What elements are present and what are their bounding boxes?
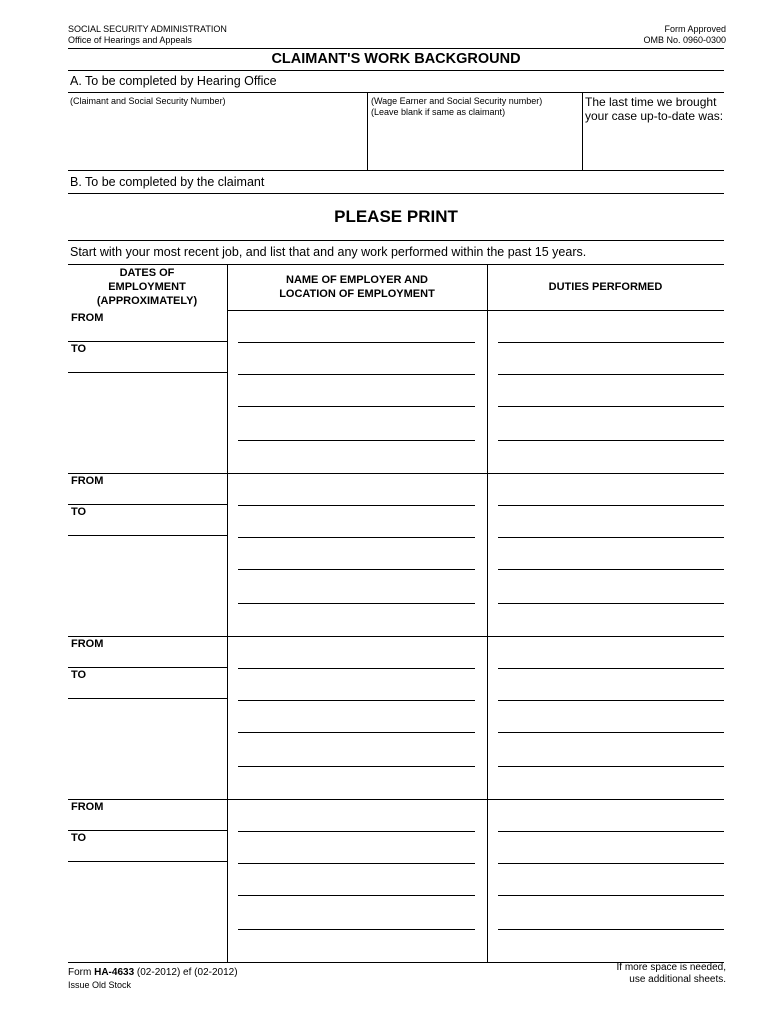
table-top-border [68, 264, 724, 265]
employer-line[interactable] [238, 505, 475, 506]
duties-line[interactable] [498, 700, 724, 701]
duties-line[interactable] [498, 406, 724, 407]
form-number-prefix: Form [68, 967, 95, 978]
employer-line[interactable] [238, 732, 475, 733]
wage-earner-ssn-field[interactable] [371, 120, 579, 170]
more-space-note-line1: If more space is needed, [616, 962, 726, 973]
divider [68, 92, 724, 93]
duties-line[interactable] [498, 929, 724, 930]
page-title: CLAIMANT'S WORK BACKGROUND [271, 51, 521, 67]
duties-line[interactable] [498, 766, 724, 767]
to-label: TO [71, 669, 87, 681]
form-number-date: (02-2012) ef (02-2012) [134, 967, 238, 978]
from-label: FROM [71, 312, 104, 324]
entry-separator [68, 473, 724, 474]
agency-name: SOCIAL SECURITY ADMINISTRATION [68, 24, 227, 34]
from-label: FROM [71, 801, 104, 813]
issue-note: Issue Old Stock [68, 980, 132, 990]
to-date-field[interactable] [68, 372, 227, 373]
more-space-note-line2: use additional sheets. [629, 974, 726, 985]
to-label: TO [71, 343, 87, 355]
duties-line[interactable] [498, 505, 724, 506]
employer-line[interactable] [238, 342, 475, 343]
employer-line[interactable] [238, 569, 475, 570]
duties-line[interactable] [498, 732, 724, 733]
dates-column-header [68, 266, 226, 308]
duties-column-header: DUTIES PERFORMED [548, 281, 663, 293]
last-update-label-line2: your case up-to-date was: [585, 109, 724, 123]
employer-line[interactable] [238, 537, 475, 538]
from-date-field[interactable] [68, 504, 227, 505]
employer-column-header [227, 273, 487, 301]
divider [367, 92, 368, 170]
divider [582, 92, 583, 170]
column-divider [487, 264, 488, 962]
duties-line[interactable] [498, 668, 724, 669]
last-update-date-field[interactable] [585, 125, 723, 170]
section-a-heading: A. To be completed by Hearing Office [70, 74, 277, 88]
from-label: FROM [71, 638, 104, 650]
divider [68, 70, 724, 71]
to-label: TO [71, 506, 87, 518]
duties-line[interactable] [498, 603, 724, 604]
employer-line[interactable] [238, 374, 475, 375]
duties-line[interactable] [498, 895, 724, 896]
form-number-code: HA-4633 [94, 967, 135, 978]
omb-number: OMB No. 0960-0300 [643, 35, 726, 45]
office-name: Office of Hearings and Appeals [68, 35, 192, 45]
claimant-ssn-label: (Claimant and Social Security Number) [70, 96, 226, 106]
duties-line[interactable] [498, 440, 724, 441]
instruction-text: Start with your most recent job, and list that and any work performed within the past 15 years. [70, 245, 587, 259]
dates-header-line1: DATES OF [119, 267, 175, 279]
duties-line[interactable] [498, 342, 724, 343]
wage-earner-note: (Leave blank if same as claimant) [371, 107, 506, 117]
entry-separator [68, 799, 724, 800]
employer-line[interactable] [238, 440, 475, 441]
duties-line[interactable] [498, 863, 724, 864]
employer-line[interactable] [238, 603, 475, 604]
duties-line[interactable] [498, 537, 724, 538]
from-date-field[interactable] [68, 341, 227, 342]
dates-header-line3: (APPROXIMATELY) [96, 295, 198, 307]
employer-line[interactable] [238, 668, 475, 669]
duties-line[interactable] [498, 831, 724, 832]
please-print-heading: PLEASE PRINT [334, 207, 458, 226]
to-date-field[interactable] [68, 698, 227, 699]
from-label: FROM [71, 475, 104, 487]
form-approved: Form Approved [664, 24, 726, 34]
form-number [68, 967, 238, 979]
employer-line[interactable] [238, 863, 475, 864]
divider [68, 48, 724, 49]
column-divider [227, 264, 228, 962]
employer-line[interactable] [238, 406, 475, 407]
employer-line[interactable] [238, 895, 475, 896]
claimant-ssn-field[interactable] [70, 108, 366, 170]
divider [68, 240, 724, 241]
divider [68, 170, 724, 171]
from-date-field[interactable] [68, 667, 227, 668]
section-b-heading: B. To be completed by the claimant [70, 175, 265, 189]
duties-line[interactable] [498, 374, 724, 375]
divider [68, 193, 724, 194]
employer-line[interactable] [238, 929, 475, 930]
dates-header-line2: EMPLOYMENT [108, 281, 186, 293]
employer-header-line2: LOCATION OF EMPLOYMENT [279, 288, 435, 300]
to-date-field[interactable] [68, 535, 227, 536]
duties-line[interactable] [498, 569, 724, 570]
to-label: TO [71, 832, 87, 844]
employer-line[interactable] [238, 766, 475, 767]
from-date-field[interactable] [68, 830, 227, 831]
wage-earner-label: (Wage Earner and Social Security number) [371, 96, 543, 106]
employer-header-line1: NAME OF EMPLOYER AND [286, 274, 428, 286]
entry-separator [68, 636, 724, 637]
employer-line[interactable] [238, 700, 475, 701]
last-update-label-line1: The last time we brought [585, 95, 717, 109]
employer-line[interactable] [238, 831, 475, 832]
to-date-field[interactable] [68, 861, 227, 862]
header-bottom-border [227, 310, 724, 311]
